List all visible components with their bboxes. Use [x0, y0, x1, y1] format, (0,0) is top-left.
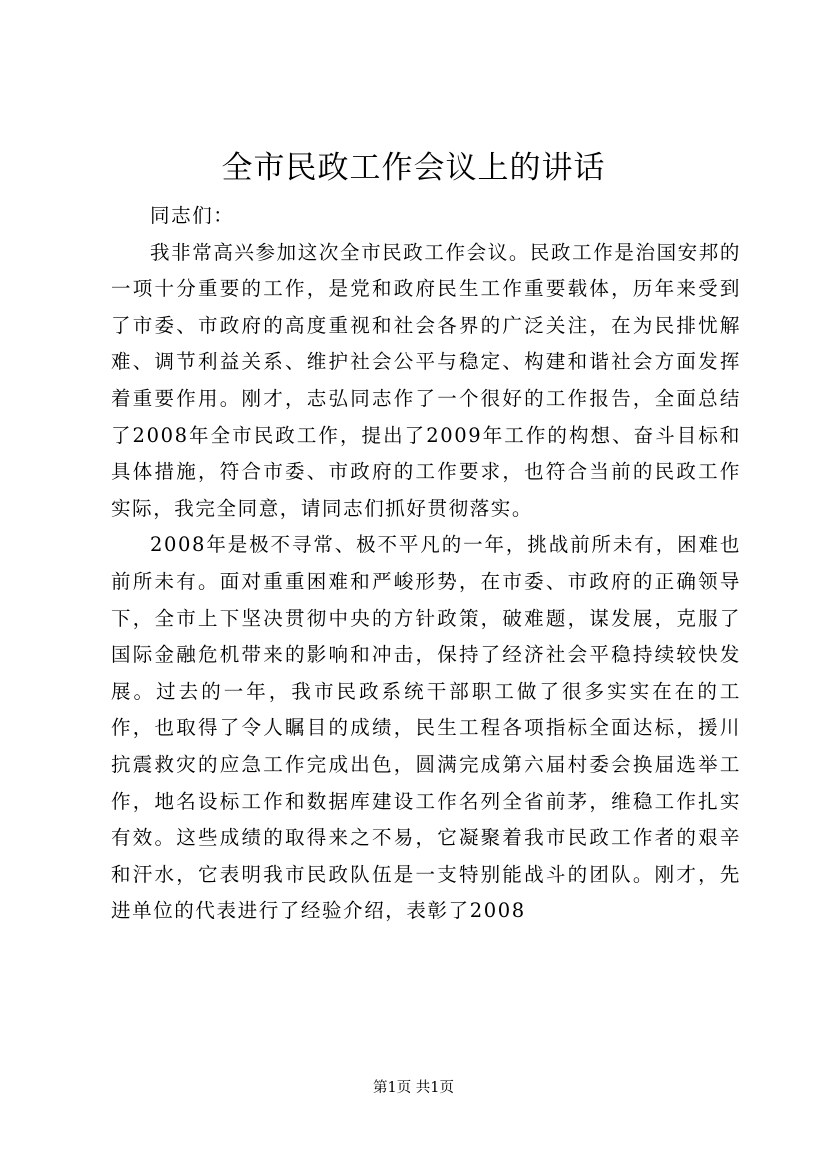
- document-title: 全市民政工作会议上的讲话: [221, 150, 606, 186]
- paragraph-1: 我非常高兴参加这次全市民政工作会议。民政工作是治国安邦的一项十分重要的工作，是党和政府民生工作重要载体，历年来受到了市委、市政府的高度重视和社会各界的广泛关注，在为民排忧解难、调节利益关系、维护社会公平与稳定、构建和谐社会方面发挥着重要作用。刚才，志弘同志作了一个很好的工作报告，全面总结了2008年全市民政工作，提出了2009年工作的构想、奋斗目标和具体措施，符合市委、市政府的工作要求，也符合当前的民政工作实际，我完全同意，请同志们抓好贯彻落实。: [111, 240, 741, 520]
- document-body: [111, 198, 741, 930]
- page-footer: [0, 1078, 827, 1098]
- paragraph-2: 2008年是极不寻常、极不平凡的一年，挑战前所未有，困难也前所未有。面对重重困难和严峻形势，在市委、市政府的正确领导下，全市上下坚决贯彻中央的方针政策，破难题，谋发展，克服了国际金融危机带来的影响和冲击，保持了经济社会平稳持续较快发展。过去的一年，我市民政系统干部职工做了很多实实在在的工作，也取得了令人瞩目的成绩，民生工程各项指标全面达标，援川抗震救灾的应急工作完成出色，圆满完成第六届村委会换届选举工作，地名设标工作和数据库建设工作名列全省前茅，维稳工作扎实有效。这些成绩的取得来之不易，它凝聚着我市民政工作者的艰辛和汗水，它表明我市民政队伍是一支特别能战斗的团队。刚才，先进单位的代表进行了经验介绍，表彰了2008: [111, 533, 741, 923]
- page-number-label: 第1页 共1页: [372, 1080, 455, 1096]
- greeting-line: 同志们：: [150, 204, 235, 227]
